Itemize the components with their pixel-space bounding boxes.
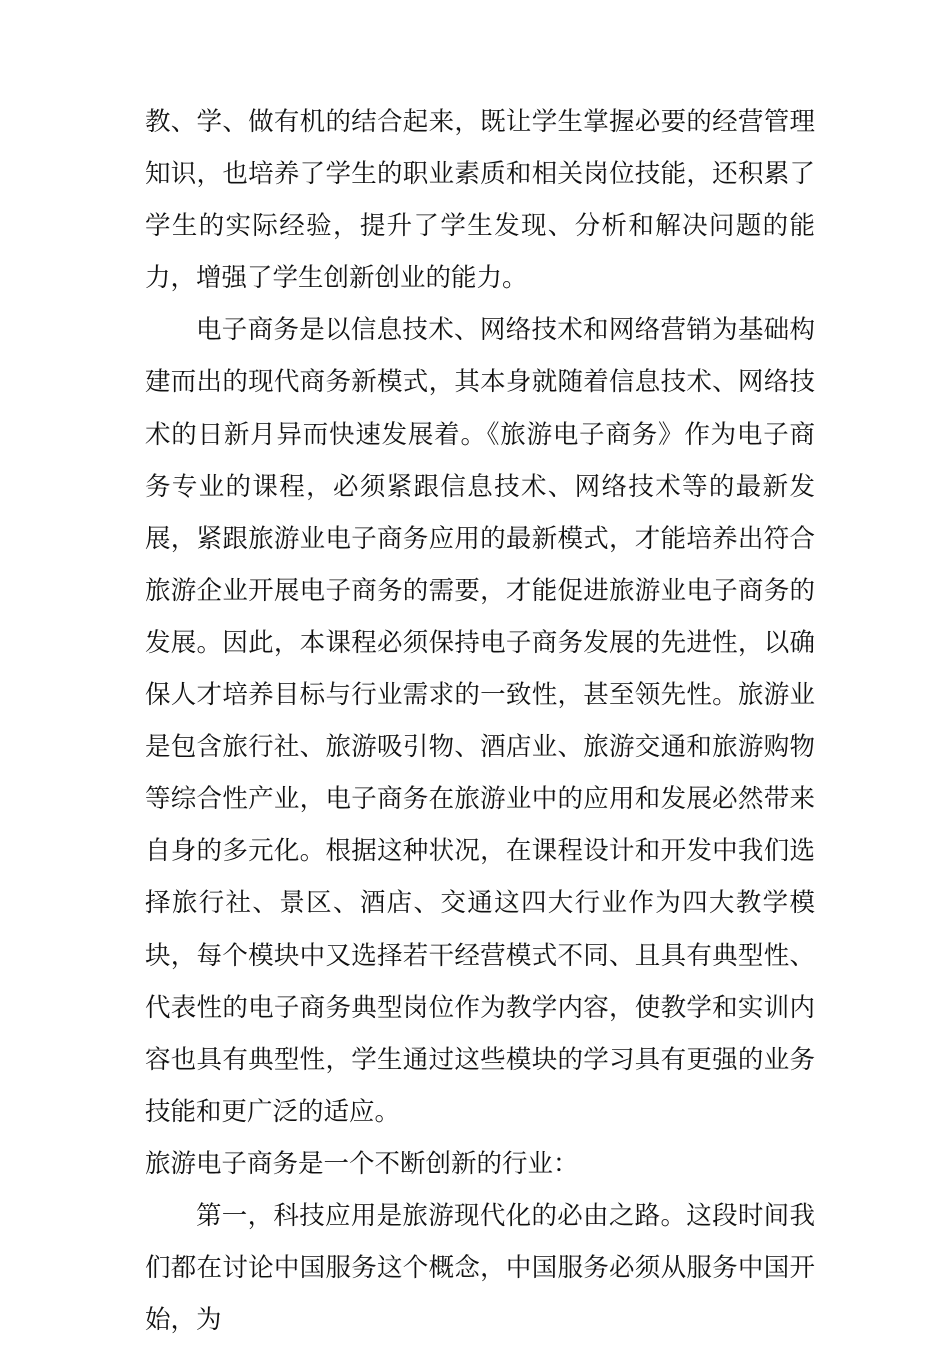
paragraph-ecommerce: 电子商务是以信息技术、网络技术和网络营销为基础构建而出的现代商务新模式，其本身就随着信息技术、网络技术的日新月异而快速发展着。《旅游电子商务》作为电子商务专业的课程，必须紧跟信息技术、网络技术等的最新发展，紧跟旅游业电子商务应用的最新模式，才能培养出符合旅游企业开展电子商务的需要，才能促进旅游业电子商务的发展。因此，本课程必须保持电子商务发展的先进性，以确保人才培养目标与行业需求的一致性，甚至领先性。旅游业是包含旅行社、旅游吸引物、酒店业、旅游交通和旅游购物等综合性产业，电子商务在旅游业中的应用和发展必然带来自身的多元化。根据这种状况，在课程设计和开发中我们选择旅行社、景区、酒店、交通这四大行业作为四大教学模块，每个模块中又选择若干经营模式不同、且具有典型性、代表性的电子商务典型岗位作为教学内容，使教学和实训内容也具有典型性，学生通过这些模块的学习具有更强的业务技能和更广泛的适应。 xyxy=(145,315,815,1127)
document-body xyxy=(145,96,815,1346)
paragraph-continuation: 教、学、做有机的结合起来，既让学生掌握必要的经营管理知识，也培养了学生的职业素质和相关岗位技能，还积累了学生的实际经验，提升了学生发现、分析和解决问题的能力，增强了学生创新创业的能力。 xyxy=(145,107,815,294)
paragraph-first-point: 第一，科技应用是旅游现代化的必由之路。这段时间我们都在讨论中国服务这个概念，中国服务必须从服务中国开始，为 xyxy=(145,1200,815,1336)
paragraph-heading-line: 旅游电子商务是一个不断创新的行业： xyxy=(145,1148,579,1179)
